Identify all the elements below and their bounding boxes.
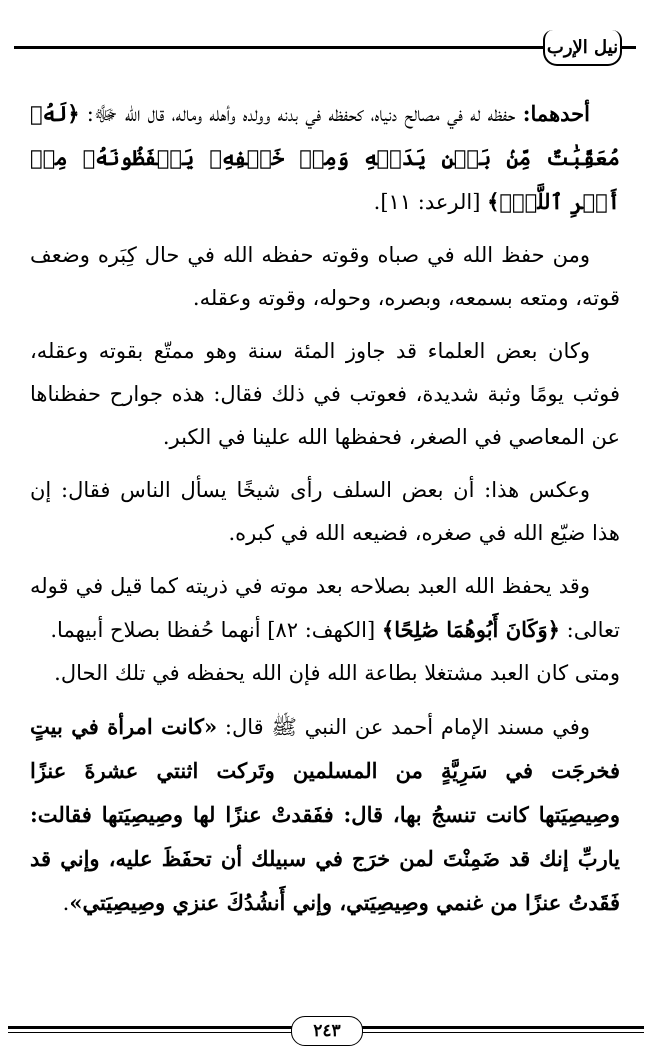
quran-quote: ﴿لَهُۥ مُعَقِّبَٰتٌ مِّنۢ بَيۡنِ يَدَيۡهِ وَمِنۡ خَلۡفِهِۦ يَحۡفَظُونَهُۥ مِنۡ أَمۡرِ ٱللَّهِۗ﴾ bbox=[30, 101, 620, 214]
quote-citation: [الكهف: ٨٢] أنهما حُفظا بصلاح أبيهما. bbox=[50, 618, 382, 642]
paragraph-text: وفي مسند الإمام أحمد عن النبي ﷺ قال: bbox=[217, 715, 590, 739]
page-footer bbox=[8, 1016, 644, 1046]
quote-end: . bbox=[62, 891, 70, 915]
paragraph-text: ومتى كان العبد مشتغلا بطاعة الله فإن الله يحفظه في تلك الحال. bbox=[54, 661, 620, 685]
header-rule-end bbox=[622, 46, 636, 49]
paragraph-lead: أحدهما: bbox=[522, 101, 590, 126]
paragraph-6 bbox=[30, 652, 620, 695]
hadith-quote: «كانت امرأة في بيتٍ فخرجَت في سَرِيَّةٍ من المسلمين وتَركت اثنتي عشرةَ عنزًا وصِيصِيَتها كانت تنسجُ بها، قال: ففَقدتْ عنزًا لها وصِيصِيَتها فقالت: ياربِّ إنك قد ضَمِنْتَ لمن خرَج في سبيلك أن تحفَظَ عليه، وإني قد فَقَدتُ عنزًا من غنمي وصِيصِيَتي، وإني أَنشُدُكَ عنزي وصِيصِيَتي» bbox=[30, 714, 620, 915]
quote-citation: [الرعد: ١١]. bbox=[373, 190, 488, 214]
paragraph-4 bbox=[30, 469, 620, 555]
header-rule bbox=[14, 46, 544, 49]
paragraph-text: حفظه له في مصالح دنياه، كحفظه في بدنه وولده وأهله وماله، قال الله ﷻ: bbox=[79, 102, 523, 126]
paragraph-text: ومن حفظ الله في صباه وقوته حفظه الله في حال كِبَره وضعف قوته، ومتعه بسمعه، وبصره، وحوله، وقوته وعقله. bbox=[30, 243, 620, 310]
paragraph-2 bbox=[30, 234, 620, 320]
quran-quote: ﴿وَكَانَ أَبُوهُمَا صَٰلِحًا﴾ bbox=[381, 617, 560, 642]
paragraph-1 bbox=[30, 92, 620, 224]
paragraph-5 bbox=[30, 565, 620, 652]
running-title: نيل الإرب bbox=[543, 30, 622, 66]
page-body bbox=[30, 92, 620, 935]
paragraph-3 bbox=[30, 330, 620, 459]
page-header bbox=[14, 26, 636, 66]
paragraph-text: وكان بعض العلماء قد جاوز المئة سنة وهو ممتّع بقوته وعقله، فوثب يومًا وثبة شديدة، فعوتب في ذلك فقال: هذه جوارح حفظناها عن المعاصي في الصغر، فحفظها الله علينا في الكبر. bbox=[30, 339, 620, 449]
paragraph-text: وعكس هذا: أن بعض السلف رأى شيخًا يسأل الناس فقال: إن هذا ضيّع الله في صغره، فضيعه الله في كبره. bbox=[30, 478, 620, 545]
paragraph-text: وقد يحفظ الله العبد بصلاحه بعد موته في ذريته كما قيل في قوله تعالى: bbox=[30, 574, 620, 642]
page-number: ٢٤٣ bbox=[291, 1016, 363, 1046]
paragraph-7 bbox=[30, 705, 620, 925]
